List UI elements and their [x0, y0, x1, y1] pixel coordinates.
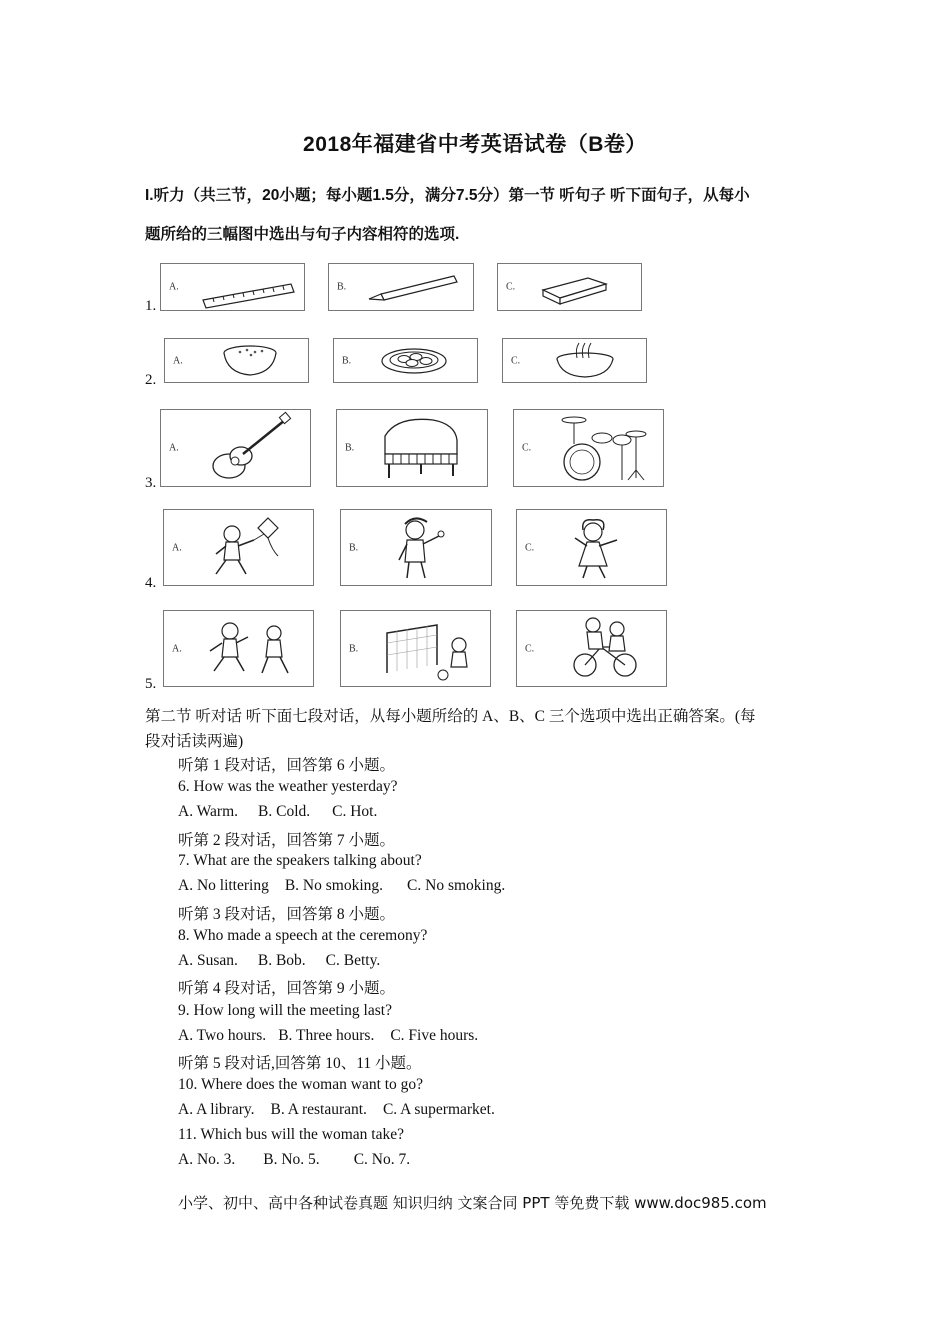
answer-option-c[interactable]: C. Hot.	[332, 803, 378, 820]
dialogue-intro: 听第 2 段对话，回答第 7 小题。	[178, 832, 396, 849]
q4-option-c[interactable]	[516, 509, 667, 586]
q2-option-a[interactable]	[164, 338, 309, 383]
q3-option-a[interactable]	[160, 409, 311, 487]
answer-option-a[interactable]: A. Warm.	[178, 803, 239, 820]
q5-option-a[interactable]	[163, 610, 314, 687]
question-number: 4.	[145, 575, 157, 591]
answer-option-b[interactable]: B. Bob.	[257, 952, 306, 969]
eraser-icon	[498, 264, 641, 310]
option-label: B.	[349, 643, 359, 654]
drums-icon	[514, 410, 663, 486]
q1-option-c[interactable]	[497, 263, 642, 311]
q4-option-b[interactable]	[340, 509, 492, 586]
answer-options	[178, 877, 505, 895]
option-label: A.	[169, 442, 179, 454]
q2-option-b[interactable]	[333, 338, 478, 383]
answer-option-a[interactable]: A. No littering	[178, 877, 269, 894]
answer-options	[178, 1151, 410, 1169]
q5-option-c[interactable]	[516, 610, 667, 687]
option-label: B.	[349, 542, 359, 553]
answer-option-c[interactable]: C. No smoking.	[407, 877, 506, 894]
boy-flying-kite-icon	[164, 510, 313, 585]
rice-bowl-icon	[165, 339, 308, 382]
answer-options	[178, 1027, 478, 1045]
q4-option-a[interactable]	[163, 509, 314, 586]
girl-dancing-icon	[517, 510, 666, 585]
option-label: C.	[511, 355, 521, 366]
option-label: A.	[172, 643, 182, 654]
question-number: 1.	[145, 298, 157, 314]
option-label: C.	[525, 643, 535, 654]
question-text: 9. How long will the meeting last?	[178, 1002, 392, 1019]
section2-instruction-line1: 第二节 听对话 听下面七段对话，从每小题所给的 A、B、C 三个选项中选出正确答案。(每	[145, 708, 756, 725]
option-label: A.	[173, 355, 183, 366]
dialogue-intro: 听第 5 段对话,回答第 10、11 小题。	[178, 1055, 422, 1072]
kids-skating-icon	[164, 611, 313, 686]
q3-option-c[interactable]	[513, 409, 664, 487]
kids-cycling-icon	[517, 611, 666, 686]
option-label: A.	[172, 542, 182, 553]
q1-option-b[interactable]	[328, 263, 474, 311]
answer-option-a[interactable]: A. A library.	[178, 1101, 255, 1118]
answer-option-b[interactable]: B. No smoking.	[284, 877, 384, 894]
q3-option-b[interactable]	[336, 409, 488, 487]
answer-option-a[interactable]: A. Two hours.	[178, 1027, 267, 1044]
dumplings-plate-icon	[334, 339, 477, 382]
answer-option-b[interactable]: B. No. 5.	[263, 1151, 320, 1168]
option-label: C.	[506, 281, 516, 293]
answer-option-b[interactable]: B. Three hours.	[278, 1027, 375, 1044]
answer-option-c[interactable]: C. Five hours.	[390, 1027, 479, 1044]
answer-options	[178, 1101, 495, 1119]
answer-option-a[interactable]: A. Susan.	[178, 952, 238, 969]
answer-option-c[interactable]: C. A supermarket.	[382, 1101, 495, 1118]
question-text: 7. What are the speakers talking about?	[178, 852, 422, 869]
option-label: C.	[525, 542, 535, 553]
answer-option-c[interactable]: C. No. 7.	[353, 1151, 411, 1168]
question-text: 8. Who made a speech at the ceremony?	[178, 927, 428, 944]
q1-option-a[interactable]	[160, 263, 305, 311]
answer-option-b[interactable]: B. A restaurant.	[270, 1101, 367, 1118]
answer-options	[178, 803, 377, 821]
part1-instruction-line2: 题所给的三幅图中选出与句子内容相符的选项.	[145, 226, 460, 243]
guitar-icon	[161, 410, 310, 486]
pencil-icon	[329, 264, 473, 310]
footer-text: 小学、初中、高中各种试卷真题 知识归纳 文案合同 PPT 等免费下载 www.doc985.com	[178, 1194, 767, 1212]
q2-option-c[interactable]	[502, 338, 647, 383]
ruler-icon	[161, 264, 304, 310]
noodles-bowl-icon	[503, 339, 646, 382]
question-text: 11. Which bus will the woman take?	[178, 1126, 404, 1143]
piano-icon	[337, 410, 487, 486]
q5-option-b[interactable]	[340, 610, 491, 687]
answer-options	[178, 952, 380, 970]
option-label: B.	[337, 281, 347, 293]
option-label: A.	[169, 281, 179, 293]
boy-waving-icon	[341, 510, 491, 585]
answer-option-a[interactable]: A. No. 3.	[178, 1151, 236, 1168]
answer-option-c[interactable]: C. Betty.	[325, 952, 381, 969]
question-text: 10. Where does the woman want to go?	[178, 1076, 424, 1093]
option-label: B.	[345, 442, 355, 454]
dialogue-intro: 听第 4 段对话，回答第 9 小题。	[178, 980, 396, 997]
question-text: 6. How was the weather yesterday?	[178, 778, 398, 795]
section2-instruction-line2: 段对话读两遍)	[145, 733, 244, 750]
part1-instruction-line1: I.听力（共三节，20小题；每小题1.5分，满分7.5分）第一节 听句子 听下面句子，从每小	[145, 187, 750, 204]
option-label: C.	[522, 442, 532, 454]
option-label: B.	[342, 355, 352, 366]
answer-option-b[interactable]: B. Cold.	[258, 803, 311, 820]
question-number: 2.	[145, 372, 157, 388]
dialogue-intro: 听第 3 段对话，回答第 8 小题。	[178, 906, 396, 923]
question-number: 5.	[145, 676, 157, 692]
dialogue-intro: 听第 1 段对话，回答第 6 小题。	[178, 757, 396, 774]
page-title: 2018年福建省中考英语试卷（B卷）	[303, 133, 647, 156]
kids-soccer-icon	[341, 611, 490, 686]
question-number: 3.	[145, 475, 157, 491]
